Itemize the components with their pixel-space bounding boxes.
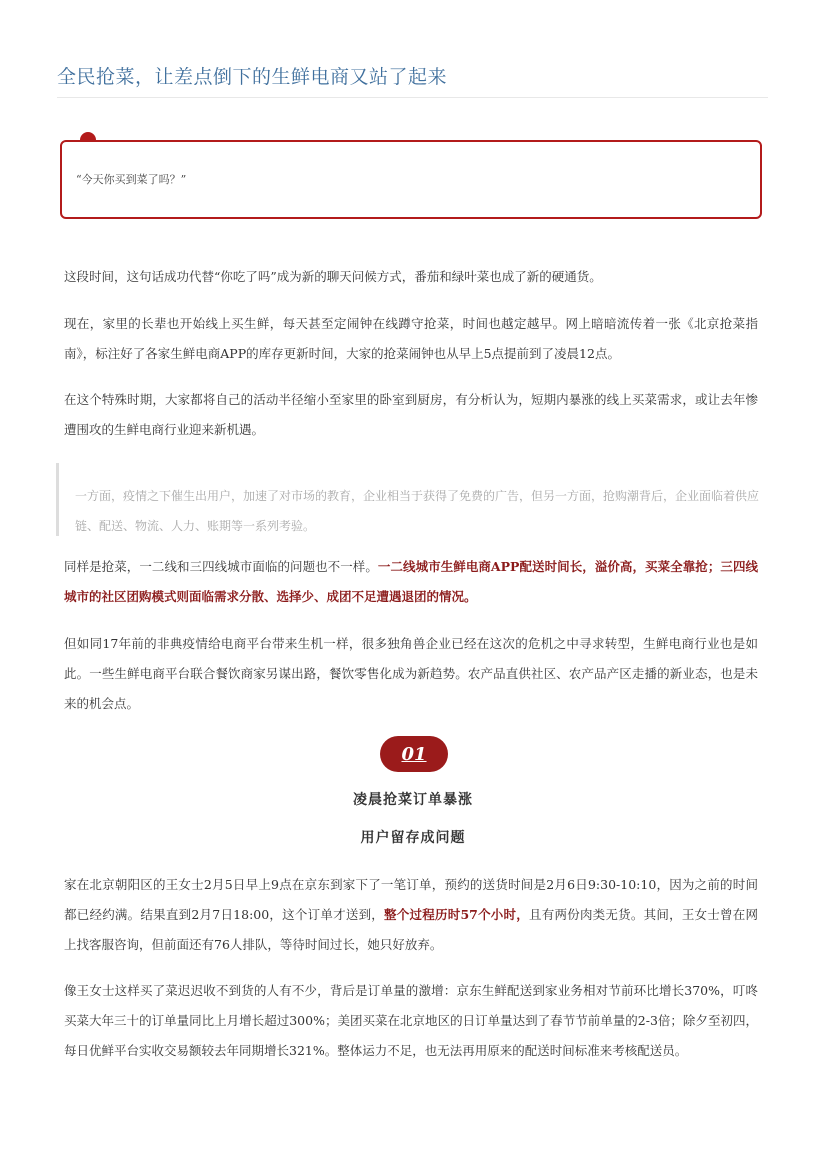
ms-wang-highlight: 整个过程历时57个小时，	[384, 907, 530, 922]
paragraph-special-period: 在这个特殊时期，大家都将自己的活动半径缩小至家里的卧室到厨房，有分析认为，短期内暴涨的线上买菜需求，或让去年惨遭围攻的生鲜电商行业迎来新机遇。	[64, 392, 758, 437]
paragraph-transformation: 但如同17年前的非典疫情给电商平台带来生机一样，很多独角兽企业已经在这次的危机之中寻求转型，生鲜电商行业也是如此。一些生鲜电商平台联合餐饮商家另谋出路，餐饮零售化成为新趋势。农产品直供社区、农产品产区走播的新业态，也是未来的机会点。	[64, 636, 758, 711]
paragraph-ms-wang	[64, 870, 758, 960]
quote-tab-decoration	[80, 132, 96, 141]
ms-wang-after: 且有两份肉类无货。其间，王女士曾在网上找客服咨询，但前面还有76人排队，等待时间过长，她只好放弃。	[64, 907, 758, 952]
quote-box	[60, 140, 762, 219]
paragraph-intro: 这段时间，这句话成功代替“你吃了吗”成为新的聊天问候方式，番茄和绿叶菜也成了新的硬通货。	[64, 269, 602, 284]
section-heading-secondary: 用户留存成问题	[360, 830, 466, 846]
section-heading-primary: 凌晨抢菜订单暴涨	[353, 792, 473, 808]
paragraph-order-surge: 像王女士这样买了菜迟迟收不到货的人有不少，背后是订单量的激增：京东生鲜配送到家业务相对节前环比增长370%，叮咚买菜大年三十的订单量同比上月增长超过300%；美团买菜在北京地区的日订单量达到了春节节前单量的2-3倍；除夕至初四，每日优鲜平台实收交易额较去年同期增长321%。整体运力不足，也无法再用原来的配送时间标准来考核配送员。	[64, 983, 758, 1058]
blockquote-text: 一方面，疫情之下催生出用户，加速了对市场的教育，企业相当于获得了免费的广告，但另一方面，抢购潮背后，企业面临着供应链、配送、物流、人力、账期等一系列考验。	[75, 489, 760, 533]
city-tiers-plain: 同样是抢菜，一二线和三四线城市面临的问题也不一样。	[64, 559, 378, 574]
paragraph-city-tiers	[64, 552, 758, 612]
quote-text: “今天你买到菜了吗？”	[76, 173, 187, 186]
page-title: 全民抢菜，让差点倒下的生鲜电商又站了起来	[57, 66, 448, 88]
city-tiers-highlight: 一二线城市生鲜电商APP配送时间长，溢价高，买菜全靠抢；三四线城市的社区团购模式则面临需求分散、选择少、成团不足遭遇退团的情况。	[64, 559, 758, 604]
section-number-badge: 01	[380, 736, 448, 772]
blockquote	[56, 463, 763, 536]
paragraph-elders: 现在，家里的长辈也开始线上买生鲜，每天甚至定闹钟在线蹲守抢菜，时间也越定越早。网上暗暗流传着一张《北京抢菜指南》，标注好了各家生鲜电商APP的库存更新时间，大家的抢菜闹钟也从早上5点提前到了凌晨12点。	[64, 316, 758, 361]
title-divider	[57, 97, 768, 98]
ms-wang-before: 家在北京朝阳区的王女士2月5日早上9点在京东到家下了一笔订单，预约的送货时间是2月6日9:30-10:10，因为之前的时间都已经约满。结果直到2月7日18:00，这个订单才送到，	[64, 877, 758, 922]
